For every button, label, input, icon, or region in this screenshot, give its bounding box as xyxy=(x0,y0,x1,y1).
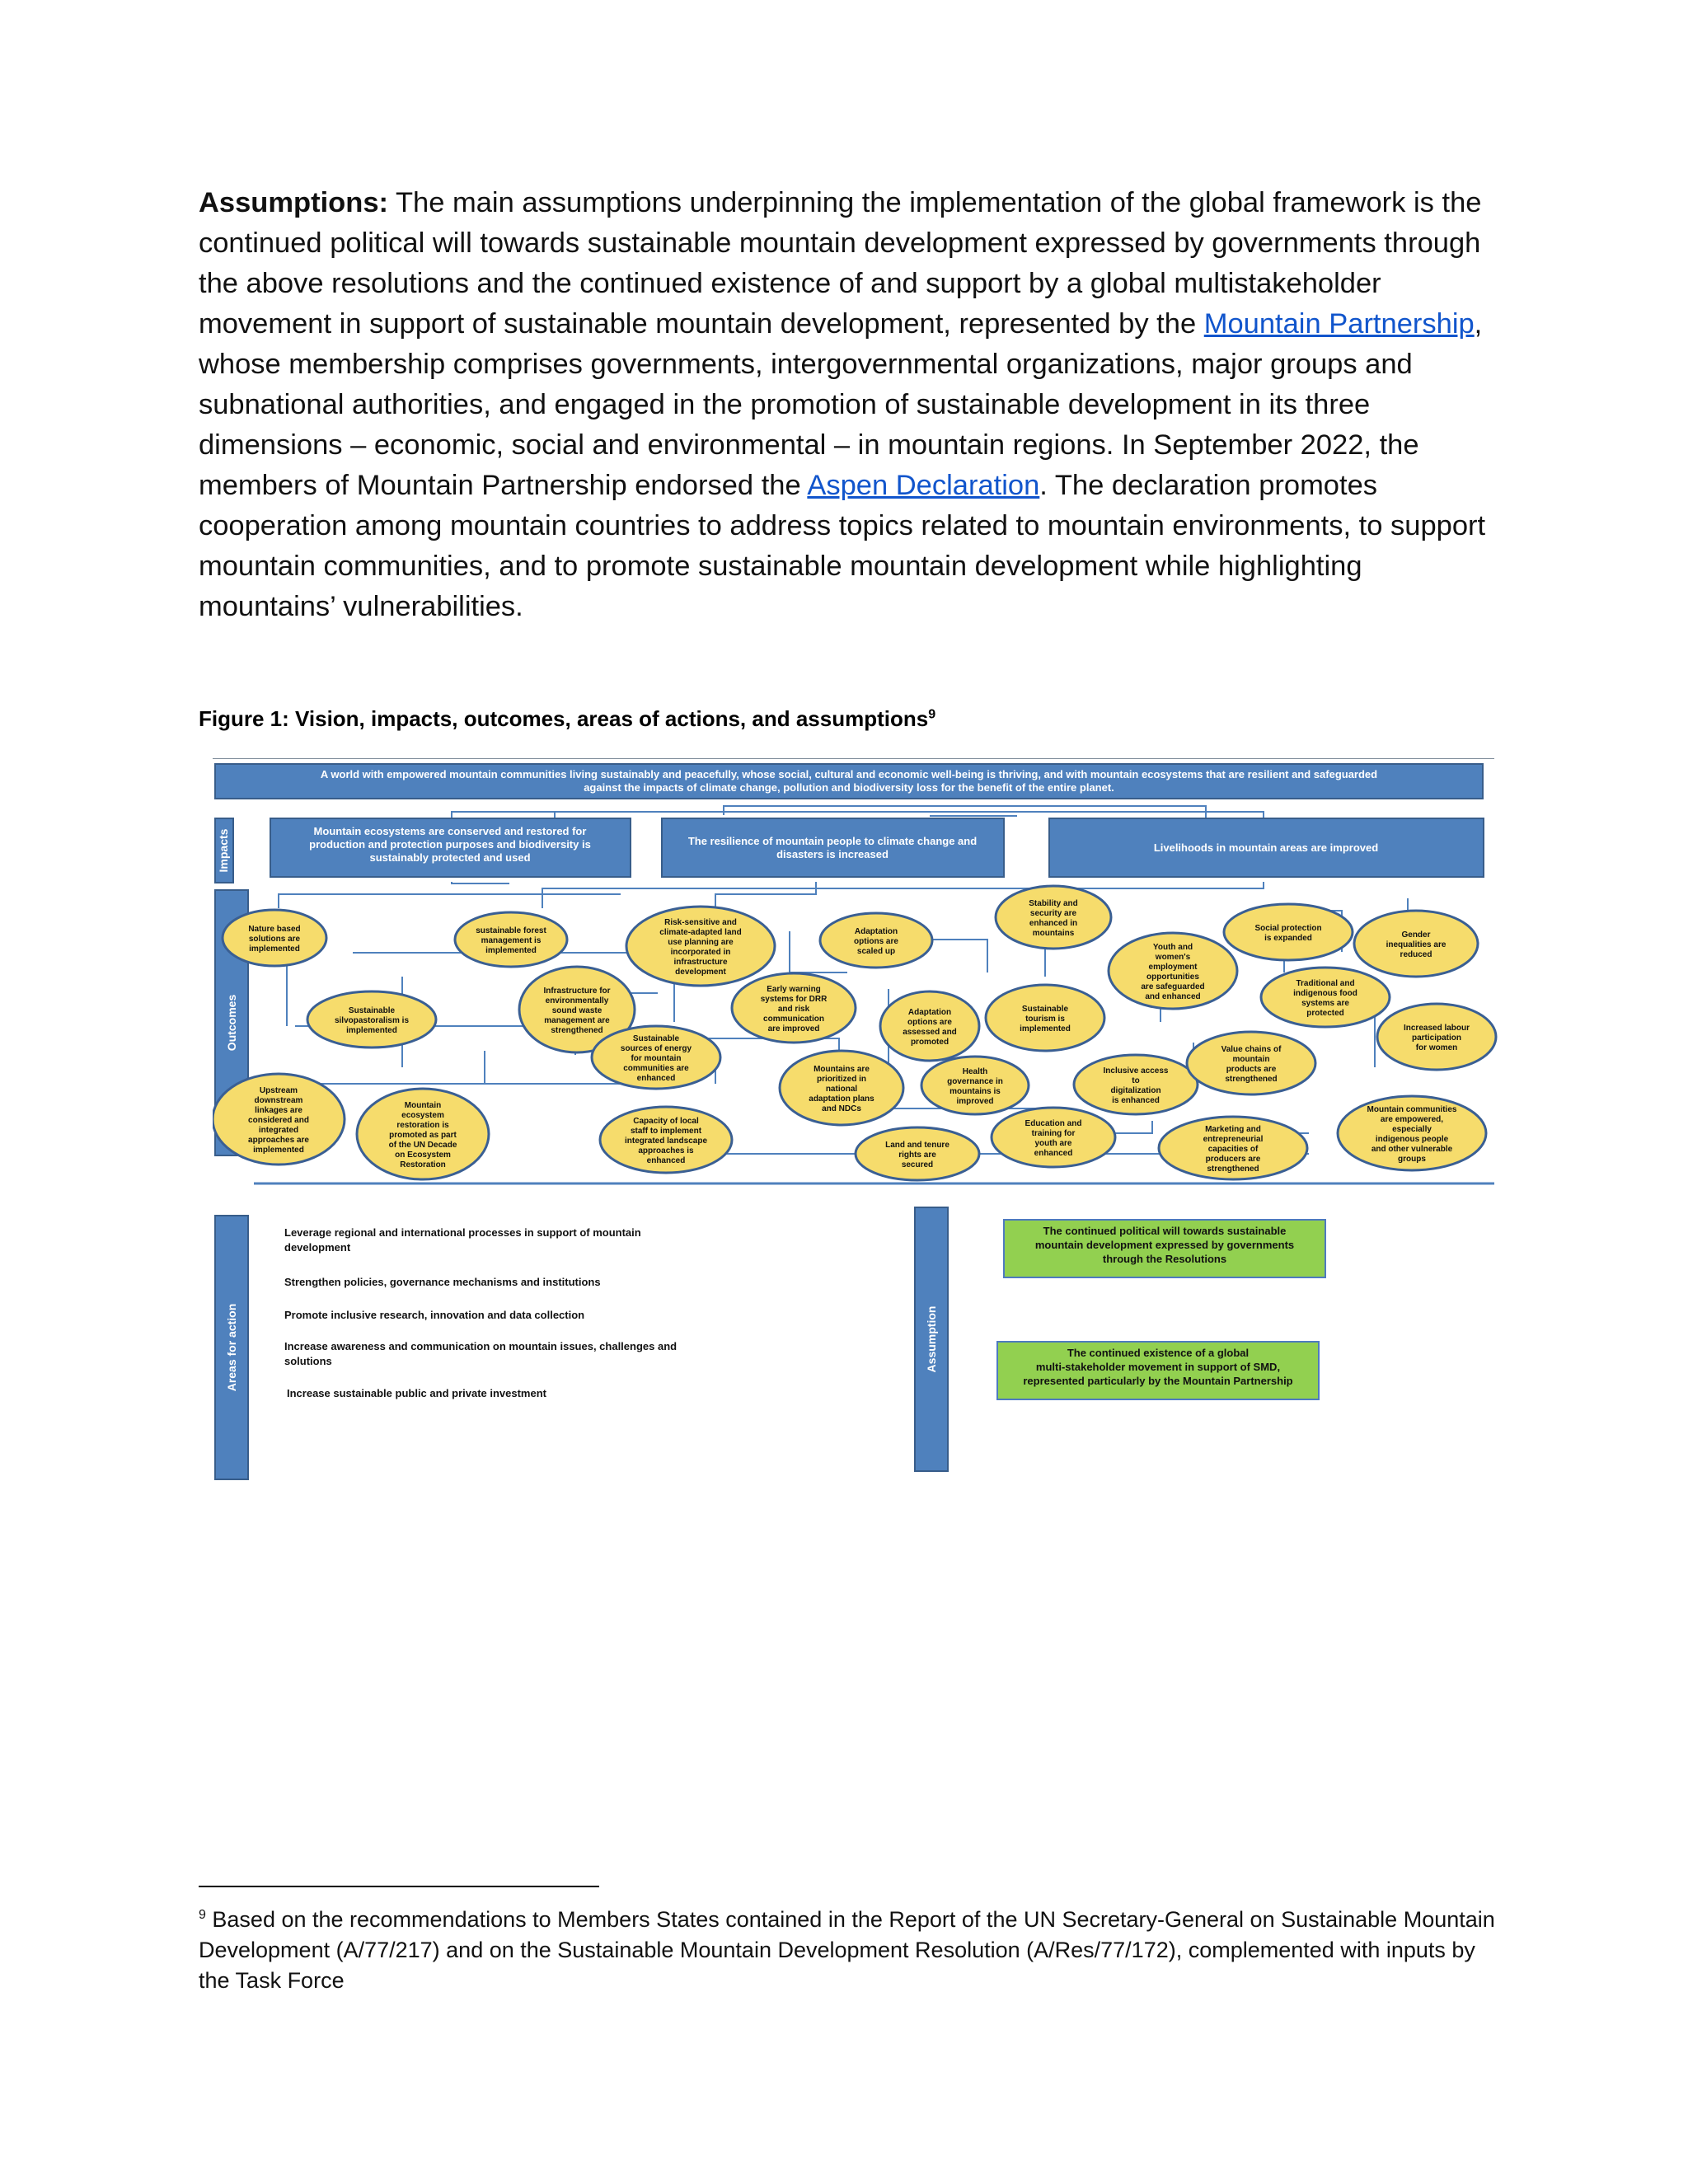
impact-text-resilience: The resilience of mountain people to climate change and disasters is increased xyxy=(687,835,978,860)
outcome-label: Early warning systems for DRR and risk communication are improved xyxy=(760,985,828,1033)
framework-diagram xyxy=(213,758,1498,1483)
area-item-investment: Increase sustainable public and private investment xyxy=(287,1387,546,1399)
outcome-label: Gender inequalities are reduced xyxy=(1386,930,1447,959)
outcome-label: Mountain communities are empowered, especially indigenous people and other vulnerable groups xyxy=(1367,1105,1457,1164)
outcome-label: Social protection is expanded xyxy=(1254,924,1322,943)
figure-caption xyxy=(199,706,935,732)
footnote xyxy=(199,1900,1501,1996)
outcome-label: Marketing and entrepreneurial capacities of producers are strengthened xyxy=(1203,1125,1264,1174)
outcome-label: Infrastructure for environmentally sound waste management are strengthened xyxy=(543,987,611,1035)
outcome-label: Adaptation options are assessed and promoted xyxy=(903,1008,957,1047)
outcome-label: Health governance in mountains is improved xyxy=(947,1067,1003,1106)
outcome-label: Land and tenure rights are secured xyxy=(885,1141,950,1169)
outcome-label: Traditional and indigenous food systems are protected xyxy=(1293,979,1357,1018)
area-item-policies: Strengthen policies, governance mechanisms and institutions xyxy=(284,1276,601,1288)
vision-text: A world with empowered mountain communities living sustainably and peacefully, whose social, cultural and economic well-being is thriving, and with mountain ecosystems that are resilient and safeguarded against the impacts of climate change, pollution and biodiversity loss for the benefit of the entire planet. xyxy=(320,768,1378,794)
outcome-label: Sustainable tourism is implemented xyxy=(1020,1005,1071,1033)
paragraph-text-3: . The declaration promotes cooperation among mountain countries to address topics related to mountain environments, to support mountain communities, and to promote sustainable mountain development while highlighting mountains’ vulnerabilities. xyxy=(199,470,1486,622)
footnote-ref: 9 xyxy=(199,1908,206,1922)
outcome-label: Upstream downstream linkages are considered and integrated approaches are implemented xyxy=(248,1086,309,1155)
impact-text-livelihoods: Livelihoods in mountain areas are improved xyxy=(1153,841,1379,854)
outcome-label: Education and training for youth are enhanced xyxy=(1025,1119,1082,1158)
area-item-leverage: Leverage regional and international processes in support of mountain development xyxy=(284,1226,641,1254)
assumptions-heading: Assumptions: xyxy=(199,187,389,218)
outcome-label: Sustainable sources of energy for mountain communities are enhanced xyxy=(620,1034,692,1083)
impacts-side-label: Impacts xyxy=(217,828,230,873)
impact-text-ecosystems: Mountain ecosystems are conserved and restored for production and protection purposes and biodiversity is sustainably protected and used xyxy=(309,825,591,864)
outcome-label: sustainable forest management is implemented xyxy=(476,926,546,955)
assumptions-paragraph xyxy=(199,183,1501,627)
outcome-label: Stability and security are enhanced in mountains xyxy=(1029,899,1078,938)
areas-side-label: Areas for action xyxy=(225,1303,238,1392)
area-item-research: Promote inclusive research, innovation and data collection xyxy=(284,1309,585,1321)
assumption-text-political-will: The continued political will towards sustainable mountain development expressed by governments through the Resolutions xyxy=(1034,1225,1295,1265)
outcome-label: Sustainable silvopastoralism is implemented xyxy=(334,1006,410,1035)
outcome-label: Mountain ecosystem restoration is promoted as part of the UN Decade on Ecosystem Restoration xyxy=(388,1101,457,1169)
outcome-label: Nature based solutions are implemented xyxy=(248,925,301,954)
outcome-label: Inclusive access to digitalization is enhanced xyxy=(1103,1066,1169,1105)
outcome-label: Risk-sensitive and climate-adapted land use planning are incorporated in infrastructure development xyxy=(659,918,742,977)
assumption-side-label: Assumption xyxy=(925,1305,938,1373)
aspen-declaration-link[interactable]: Aspen Declaration xyxy=(807,470,1040,501)
outcomes-side-label: Outcomes xyxy=(225,994,238,1052)
mountain-partnership-link[interactable]: Mountain Partnership xyxy=(1203,308,1475,340)
figure-caption-footnote-ref[interactable]: 9 xyxy=(928,707,936,722)
footnote-rule xyxy=(199,1886,599,1887)
paragraph-text-1: The main assumptions underpinning the implementation of the global framework is the continued political will towards sustainable mountain development expressed by governments through the above resolutions and the continued existence of and support by a global multistakeholder movement in support of sustainable mountain development, represented by the xyxy=(199,187,1482,340)
outcome-label: Mountains are prioritized in national adaptation plans and NDCs xyxy=(809,1065,874,1113)
assumption-text-partnership: The continued existence of a global multi-stakeholder movement in support of SMD, represented particularly by the Mountain Partnership xyxy=(1023,1347,1293,1387)
outcome-label: Adaptation options are scaled up xyxy=(854,927,898,956)
outcome-ellipses xyxy=(213,886,1496,1180)
outcome-label: Value chains of mountain products are strengthened xyxy=(1221,1045,1282,1084)
paragraph-text-2: , whose membership comprises governments, intergovernmental organizations, major groups and subnational authorities, and engaged in the promotion of sustainable development in its three dimensions – economic, social and environmental – in mountain regions. In September 2022, the members of Mountain Partnership endorsed the xyxy=(199,308,1483,501)
figure-caption-text: Figure 1: Vision, impacts, outcomes, areas of actions, and assumptions xyxy=(199,706,929,731)
outcome-label: Youth and women's employment opportunities are safeguarded and enhanced xyxy=(1141,943,1205,1001)
footnote-text: Based on the recommendations to Members States contained in the Report of the UN Secretary-General on Sustainable Mountain Development (A/77/217) and on the Sustainable Mountain Development Resolution (A/Res/77/172), complemented with inputs by the Task Force xyxy=(199,1907,1495,1993)
area-item-awareness: Increase awareness and communication on mountain issues, challenges and solutions xyxy=(284,1340,678,1367)
areas-for-action-list xyxy=(284,1226,677,1399)
outcome-label: Capacity of local staff to implement integrated landscape approaches is enhanced xyxy=(624,1117,708,1165)
outcome-label: Increased labour participation for women xyxy=(1403,1024,1470,1052)
